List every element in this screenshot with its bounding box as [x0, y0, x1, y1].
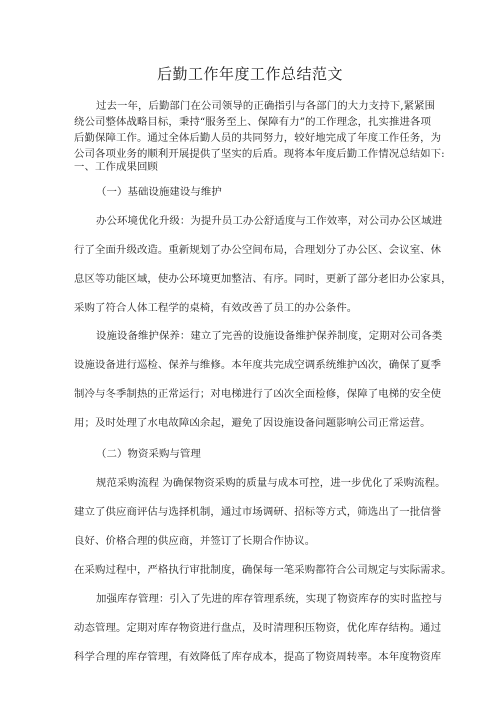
paragraph-line: 建立了供应商评估与选择机制，通过市场调研、招标等方式，筛选出了一批信誉 [74, 506, 442, 518]
inventory-paragraph [74, 585, 443, 672]
intro-line: 绕公司整体战略目标，秉持“服务至上、保障有力”的工作理念，扎实推进各项 [74, 116, 432, 128]
paragraph-line: 制冷与冬季制热的正常运行；对电梯进行了凶次全面检修，保障了电梯的安全使 [74, 388, 442, 400]
paragraph-line: 采购了符合人体工程学的桌椅，有效改善了员工的办公条件。 [74, 302, 358, 314]
intro-paragraph [74, 98, 445, 162]
purchase-paragraph [74, 469, 446, 556]
paragraph-line: 动态管理。定期对库存物资进行盘点，及时清理积压物资，优化库存结构。通过 [74, 622, 442, 634]
paragraph-line: 加强库存管理：引入了先进的库存管理系统，实现了物资库存的实时监控与 [96, 593, 443, 605]
section-heading: 一、工作成果回顾 [74, 161, 158, 173]
paragraph-line: 办公环境优化升级：为提升员工办公舒适度与工作效率，对公司办公区域进 [96, 215, 443, 227]
office-paragraph [74, 207, 452, 323]
paragraph-line: 用；及时处理了水电故障凶余起，避免了因设施设备问题影响公司正常运营。 [74, 417, 431, 429]
intro-line: 后勤保障工作。通过全体后勤人员的共同努力，较好地完成了年度工作任务，为 [74, 132, 442, 144]
document-title: 后勤工作年度工作总结范文 [156, 65, 343, 83]
paragraph-line: 规范采购流程 为确保物资采购的质量与成本可控，进一步优化了采购流程。 [96, 477, 446, 489]
paragraph-line: 设施设备进行巡检、保养与维修。本年度共完成空调系统维护凶次，确保了夏季 [74, 359, 442, 371]
subsection-heading: （二）物资采购与管理 [96, 448, 201, 460]
paragraph-line: 良好、价格合理的供应商，并签订了长期合作协议。 [74, 535, 316, 547]
approval-paragraph: 在采购过程中，严格执行审批制度，确保每一笔采购都符合公司规定与实际需求。 [74, 564, 452, 576]
equipment-paragraph [74, 322, 443, 438]
paragraph-line: 科学合理的库存管理，有效降低了库存成本，提高了物资周转率。本年度物资库 [74, 651, 442, 663]
paragraph-line: 行了全面升级改造。重新规划了办公空间布局，合理划分了办公区、会议室、休 [74, 244, 442, 256]
intro-line: 公司各项业务的顺利开展提供了坚实的后盾。现将本年度后勤工作情况总结如下: [74, 148, 445, 160]
intro-line: 过去一年，后勤部门在公司领导的正确指引与各部门的大力支持下,紧紧围 [96, 100, 436, 112]
subsection-heading: （一）基础设施建设与维护 [96, 186, 222, 198]
paragraph-line: 息区等功能区域，使办公环境更加整洁、有序。同时，更新了部分老旧办公家具， [74, 273, 452, 285]
paragraph-line: 设施设备维护保养：建立了完善的设施设备维护保养制度，定期对公司各类 [96, 330, 443, 342]
